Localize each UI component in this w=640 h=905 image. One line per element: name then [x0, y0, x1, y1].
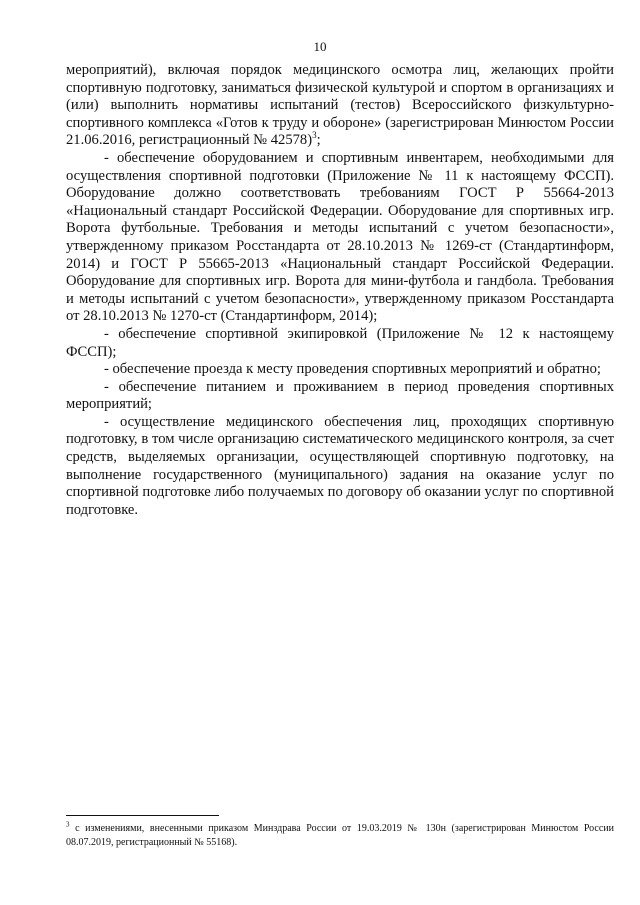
- paragraph-punctuation: ;: [316, 132, 321, 149]
- paragraph-medical: - осуществление медицинского обеспечения лиц, проходящих спортивную подготовку, в том числе организацию систематического медицинского контроля, за счет средств, выделяемых организации, осуществляющей спортивную подготовку, на выполнение государственного (муниципального) задания на оказание услуг по спортивной подготовке либо получаемых по договору об оказании услуг по спортивной подготовке.: [66, 413, 614, 518]
- paragraph-equipment: - обеспечение оборудованием и спортивным инвентарем, необходимыми для осуществления спортивной подготовки (Приложение № 11 к настоящему ФССП). Оборудование должно соответствовать требованиям ГОСТ Р 55664-2013 «Национальный стандарт Российской Федерации. Оборудование для спортивных игр. Ворота футбольные. Требования и методы испытаний с учетом безопасности», утвержденному приказом Росстандарта от 28.10.2013 № 1269-ст (Стандартинформ, 2014) и ГОСТ Р 55665-2013 «Национальный стандарт Российской Федерации. Оборудование для спортивных игр. Ворота для мини-футбола и гандбола. Требования и методы испытаний с учетом безопасности», утвержденному приказом Росстандарта от 28.10.2013 № 1270-ст (Стандартинформ, 2014);: [66, 149, 614, 325]
- footnote-text: с изменениями, внесенными приказом Минздрава России от 19.03.2019 № 130н (зарегистрирован Минюстом России 08.07.2019, регистрационный № 55168).: [66, 823, 614, 848]
- footnote-divider: [66, 815, 219, 816]
- paragraph-meals-lodging: - обеспечение питанием и проживанием в период проведения спортивных мероприятий;: [66, 378, 614, 413]
- footnote: [66, 822, 614, 850]
- footnote-reference: 3: [312, 130, 317, 141]
- document-body: [66, 62, 614, 519]
- paragraph-text: мероприятий), включая порядок медицинского осмотра лиц, желающих пройти спортивную подготовку, заниматься физической культурой и спортом в организациях и (или) выполнить нормативы испытаний (тестов) Всероссийского физкультурно-спортивного комплекса «Готов к труду и обороне» (зарегистрирован Минюстом России 21.06.2016, регистрационный № 42578): [66, 62, 614, 149]
- paragraph-travel: - обеспечение проезда к месту проведения спортивных мероприятий и обратно;: [104, 361, 601, 378]
- page-number: 10: [313, 39, 327, 54]
- paragraph-continuation: [66, 62, 614, 150]
- footnote-marker: 3: [66, 820, 70, 829]
- paragraph-sports-gear: - обеспечение спортивной экипировкой (Приложение № 12 к настоящему ФССП);: [66, 325, 614, 360]
